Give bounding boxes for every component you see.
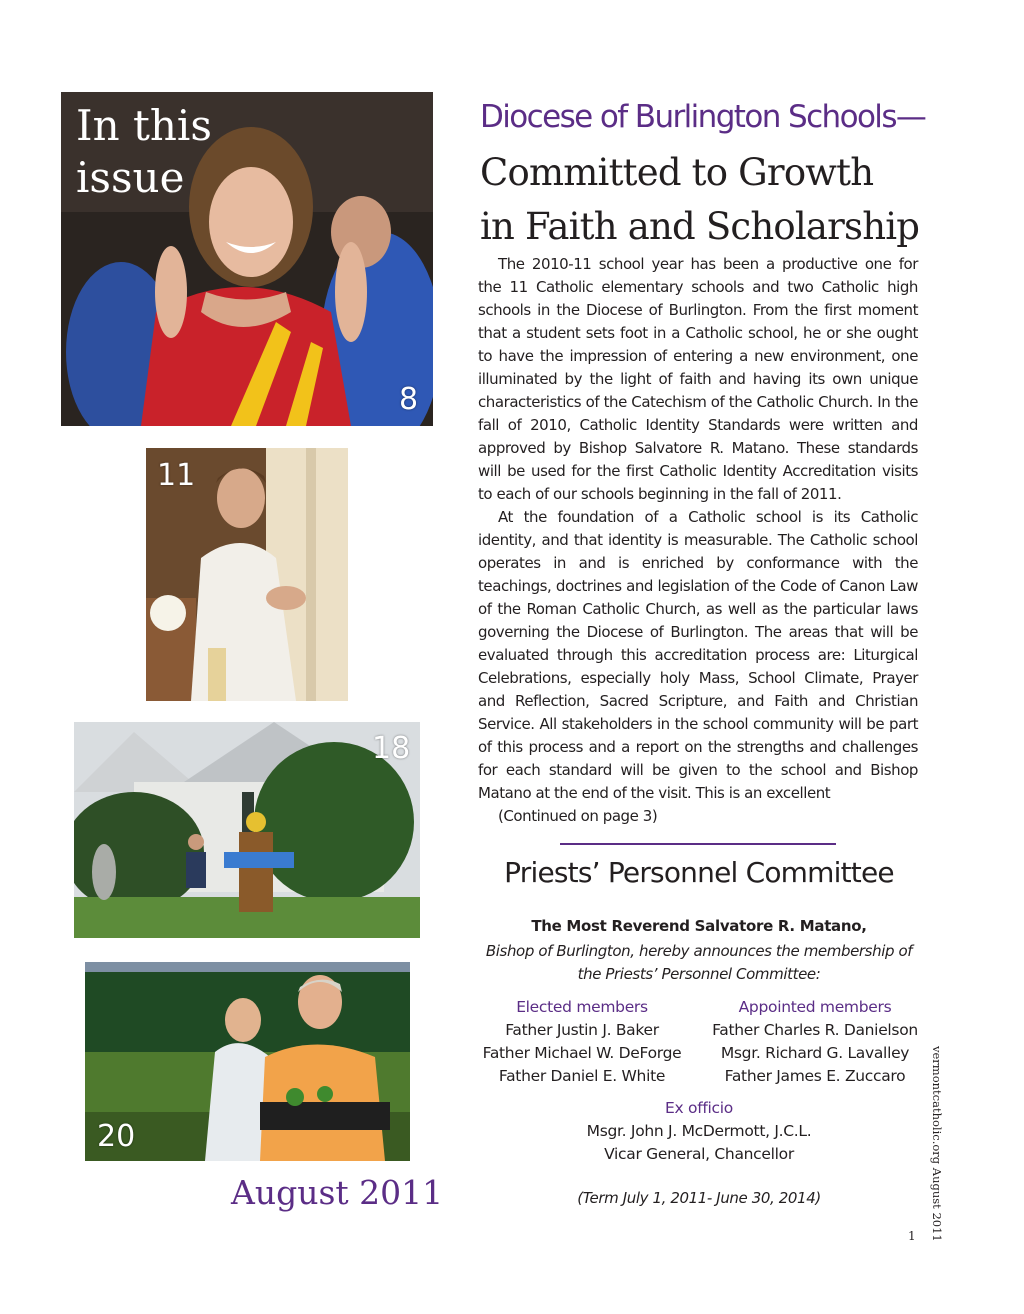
ex-officio-role: Vicar General, Chancellor <box>604 1145 794 1163</box>
side-folio: vermontcatholic.org August 2011 <box>930 1046 944 1242</box>
announcer: The Most Reverend Salvatore R. Matano, <box>531 917 867 935</box>
photo-church <box>74 722 420 938</box>
ex-officio-heading: Ex officio <box>665 1099 733 1117</box>
article-body <box>478 253 918 828</box>
page-ref-8[interactable]: 8 <box>399 382 419 417</box>
section-divider <box>560 843 836 845</box>
page-ref-20[interactable]: 20 <box>97 1119 136 1154</box>
issue-heading-line1: In this <box>76 101 212 150</box>
elected-member: Father Michael W. DeForge <box>482 1044 682 1062</box>
continued-link[interactable]: (Continued on page 3) <box>498 807 658 825</box>
term-note: (Term July 1, 2011- June 30, 2014) <box>577 1189 821 1207</box>
appointed-member: Father Charles R. Danielson <box>712 1021 918 1039</box>
issue-heading <box>76 100 212 204</box>
appointed-member: Msgr. Richard G. Lavalley <box>720 1044 910 1062</box>
appointed-members <box>705 996 925 1088</box>
article-kicker: Diocese of Burlington Schools— <box>480 99 926 135</box>
ex-officio-name: Msgr. John J. McDermott, J.C.L. <box>586 1122 812 1140</box>
issue-heading-line2: issue <box>76 153 185 202</box>
committee-title: Priests’ Personnel Committee <box>504 856 894 889</box>
elected-heading: Elected members <box>516 998 648 1016</box>
page-ref-18[interactable]: 18 <box>372 731 411 766</box>
issue-date: August 2011 <box>231 1173 444 1212</box>
announcement: Bishop of Burlington, hereby announces the membership of the Priests’ Personnel Committee: <box>485 942 913 983</box>
appointed-heading: Appointed members <box>738 998 892 1016</box>
church-fire-photo-icon <box>74 722 420 938</box>
elected-members <box>472 996 692 1088</box>
headline-line1: Committed to Growth <box>480 151 874 194</box>
headline-line2: in Faith and Scholarship <box>480 205 920 248</box>
article-paragraph-2: At the foundation of a Catholic school is its Catholic identity, and that identity is measurable. The Catholic school operates in and is enriched by conformance with the teachings, doctrines and legislation of the Code of Canon Law of the Roman Catholic Church, as well as the particular laws governing the Diocese of Burlington. The areas that will be evaluated through this accreditation process are: Liturgical Celebrations, especially holy Mass, School Climate, Prayer and Reflection, Sacred Scripture, and Faith and Christian Service. All stakeholders in the school community will be part of this process and a report on the strengths and challenges for each standard will be given to the school and Bishop Matano at the end of the visit. This is an excellent <box>478 508 918 802</box>
article-headline <box>480 146 919 254</box>
page-number: 1 <box>908 1229 916 1243</box>
elected-member: Father Daniel E. White <box>498 1067 666 1085</box>
elected-member: Father Justin J. Baker <box>505 1021 659 1039</box>
article-paragraph-1: The 2010-11 school year has been a productive one for the 11 Catholic elementary schools and two Catholic high schools in the Diocese of Burlington. From the first moment that a student sets foot in a Catholic school, he or she ought to have the impression of entering a new environment, one illuminated by the light of faith and having its own unique characteristics of the Catechism of the Catholic Church. In the fall of 2010, Catholic Identity Standards were written and approved by Bishop Salvatore R. Matano. These standards will be used for the first Catholic Identity Accreditation visits to each of our schools beginning in the fall of 2011. <box>478 255 918 503</box>
ex-officio <box>480 1097 918 1166</box>
appointed-member: Father James E. Zuccaro <box>724 1067 906 1085</box>
page-ref-11[interactable]: 11 <box>157 458 196 493</box>
